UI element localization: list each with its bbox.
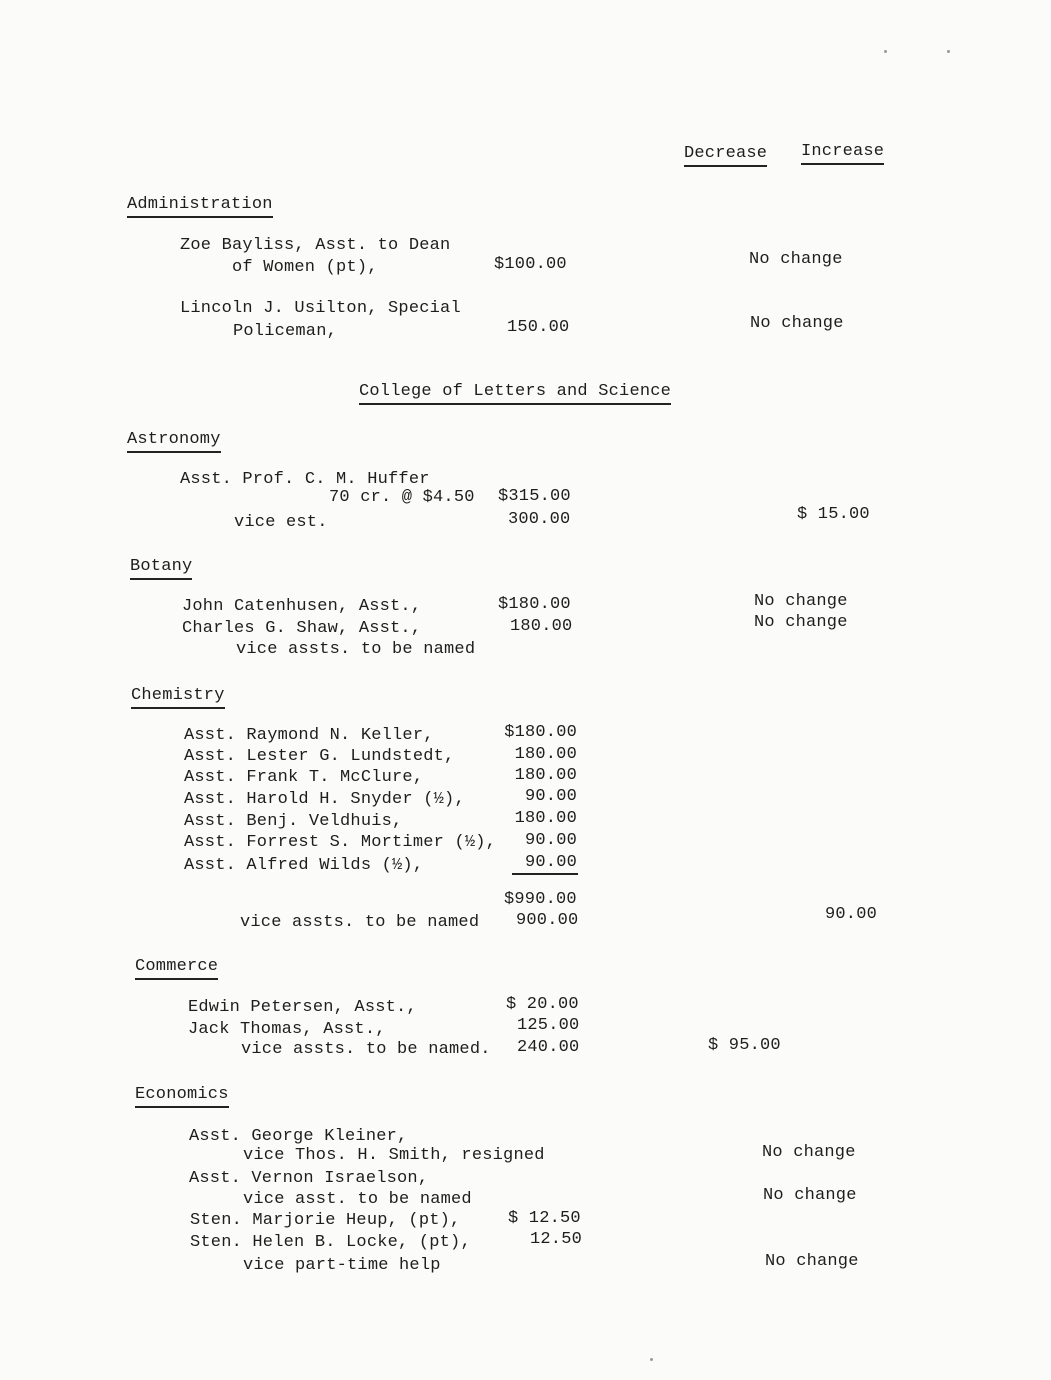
entry-line: of Women (pt), bbox=[232, 258, 378, 277]
entry-line: vice part-time help bbox=[243, 1256, 441, 1275]
table-row-amount: 90.00 bbox=[524, 831, 577, 850]
entry-amount: $100.00 bbox=[494, 255, 567, 274]
table-row-amount: 90.00 bbox=[524, 853, 577, 872]
entry-line: Asst. Vernon Israelson, bbox=[189, 1169, 429, 1188]
increase-amount: $ 15.00 bbox=[797, 505, 870, 524]
entry-line: Zoe Bayliss, Asst. to Dean bbox=[180, 236, 451, 255]
decrease-column-header: Decrease bbox=[684, 144, 767, 167]
increase-amount: 90.00 bbox=[825, 905, 878, 924]
table-row-amount: 180.00 bbox=[514, 809, 577, 828]
college-heading: College of Letters and Science bbox=[359, 382, 671, 405]
table-row-name: Asst. Frank T. McClure, bbox=[184, 768, 424, 787]
entry-amount: 180.00 bbox=[510, 617, 573, 636]
entry-line: John Catenhusen, Asst., bbox=[182, 597, 422, 616]
entry-amount: $ 20.00 bbox=[506, 995, 579, 1014]
entry-amount: 125.00 bbox=[517, 1016, 580, 1035]
section-heading-chemistry: Chemistry bbox=[131, 686, 225, 709]
entry-amount: 150.00 bbox=[507, 318, 570, 337]
paper-speck bbox=[947, 50, 950, 53]
entry-line: Asst. George Kleiner, bbox=[189, 1127, 408, 1146]
table-row-name: Asst. Lester G. Lundstedt, bbox=[184, 747, 455, 766]
paper-speck bbox=[884, 50, 887, 53]
entry-line: 70 cr. @ $4.50 bbox=[329, 488, 475, 507]
change-note: No change bbox=[754, 592, 848, 611]
section-heading-economics: Economics bbox=[135, 1085, 229, 1108]
entry-line: vice asst. to be named bbox=[243, 1190, 472, 1209]
table-row-amount: $180.00 bbox=[504, 723, 577, 742]
increase-column-header: Increase bbox=[801, 142, 884, 165]
total-amount: $990.00 bbox=[504, 890, 577, 909]
change-note: No change bbox=[754, 613, 848, 632]
change-note: No change bbox=[762, 1143, 856, 1162]
entry-line: vice assts. to be named bbox=[240, 913, 480, 932]
table-row-name: Asst. Alfred Wilds (½), bbox=[184, 856, 424, 875]
entry-amount: $315.00 bbox=[498, 487, 571, 506]
change-note: No change bbox=[765, 1252, 859, 1271]
change-note: No change bbox=[749, 250, 843, 269]
entry-amount: $180.00 bbox=[498, 595, 571, 614]
entry-line: vice assts. to be named bbox=[236, 640, 476, 659]
section-heading-commerce: Commerce bbox=[135, 957, 218, 980]
entry-line: Sten. Marjorie Heup, (pt), bbox=[190, 1211, 461, 1230]
table-row-amount: 180.00 bbox=[514, 766, 577, 785]
table-row-name: Asst. Forrest S. Mortimer (½), bbox=[184, 833, 497, 852]
table-row-name: Asst. Harold H. Snyder (½), bbox=[184, 790, 465, 809]
entry-amount: 12.50 bbox=[530, 1230, 583, 1249]
entry-line: Edwin Petersen, Asst., bbox=[188, 998, 417, 1017]
entry-line: vice est. bbox=[234, 513, 328, 532]
table-row-name: Asst. Raymond N. Keller, bbox=[184, 726, 434, 745]
paper-speck bbox=[650, 1358, 653, 1361]
change-note: No change bbox=[750, 314, 844, 333]
section-heading-astronomy: Astronomy bbox=[127, 430, 221, 453]
entry-line: Lincoln J. Usilton, Special bbox=[180, 299, 461, 318]
entry-line: Jack Thomas, Asst., bbox=[188, 1020, 386, 1039]
entry-line: Charles G. Shaw, Asst., bbox=[182, 619, 422, 638]
section-heading-botany: Botany bbox=[130, 557, 192, 580]
entry-amount: 300.00 bbox=[508, 510, 571, 529]
decrease-amount: $ 95.00 bbox=[708, 1036, 781, 1055]
entry-line: Asst. Prof. C. M. Huffer bbox=[180, 470, 430, 489]
table-row-amount: 180.00 bbox=[514, 745, 577, 764]
entry-line: vice assts. to be named. bbox=[241, 1040, 491, 1059]
table-row-amount: 90.00 bbox=[524, 787, 577, 806]
change-note: No change bbox=[763, 1186, 857, 1205]
entry-amount: 240.00 bbox=[517, 1038, 580, 1057]
entry-line: vice Thos. H. Smith, resigned bbox=[243, 1146, 545, 1165]
entry-line: Sten. Helen B. Locke, (pt), bbox=[190, 1233, 471, 1252]
sum-rule bbox=[512, 873, 578, 875]
table-row-name: Asst. Benj. Veldhuis, bbox=[184, 812, 403, 831]
section-heading-administration: Administration bbox=[127, 195, 273, 218]
entry-line: Policeman, bbox=[233, 322, 338, 341]
entry-amount: $ 12.50 bbox=[508, 1209, 581, 1228]
entry-amount: 900.00 bbox=[516, 911, 579, 930]
